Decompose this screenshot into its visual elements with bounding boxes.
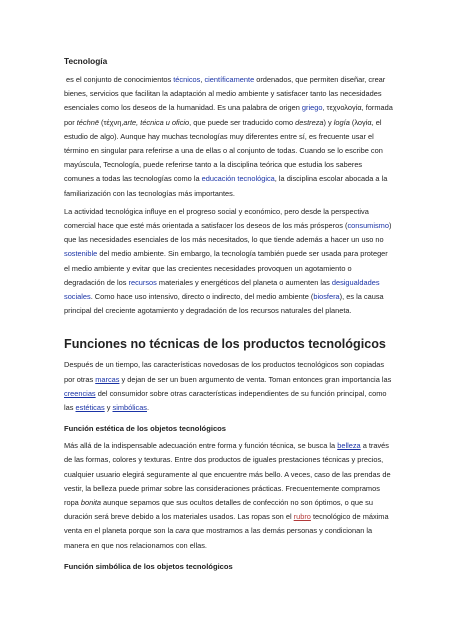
link-cientificamente[interactable]: científicamente: [204, 75, 255, 84]
italic-run: logía: [333, 117, 350, 127]
section-title: Tecnología: [64, 56, 108, 66]
text-run: , τεχνολογία, formada por: [64, 103, 393, 127]
text-run: que mostramos a las demás personas y condicionan la manera en que nos relacionamos con ellas.: [64, 526, 373, 550]
text-run: a través de las formas, colores y texturas. Entre dos productos de iguales prestaciones técnicas y precios, cualquier usuario elegirá seguramente al que encuentre más bello. A veces, caso de las prendas de vestir, la belleza puede primar sobre las consideraciones prácticas. Frecuentemente compramos ropa: [64, 441, 391, 508]
link-simbolicas[interactable]: simbólicas: [112, 403, 147, 413]
paragraph-actividad: [64, 205, 394, 319]
document-page: [64, 56, 394, 573]
link-belleza[interactable]: belleza: [337, 441, 361, 451]
text-run: . Como hace uso intensivo, directo o indirecto, del medio ambiente (: [90, 292, 314, 302]
text-run: Más allá de la indispensable adecuación entre forma y función técnica, se busca la: [64, 441, 338, 451]
link-consumismo[interactable]: consumismo: [347, 221, 389, 231]
link-creencias[interactable]: creencias: [64, 388, 96, 398]
link-sostenible[interactable]: sostenible: [64, 249, 98, 259]
text-run: es el conjunto de conocimientos: [66, 75, 174, 84]
paragraph-funciones: [64, 358, 394, 415]
text-run: , que puede ser traducido como: [189, 117, 296, 127]
text-run: ), es la causa principal del creciente agotamiento y degradación de los recursos naturales del planeta.: [64, 292, 384, 316]
link-biosfera[interactable]: biosfera: [313, 292, 340, 302]
link-desigualdades-sociales[interactable]: desigualdades sociales: [64, 277, 380, 302]
italic-run: destreza: [295, 117, 324, 127]
text-run: materiales y energéticos del planeta o aumenten las: [156, 277, 332, 287]
link-recursos[interactable]: recursos: [128, 277, 157, 287]
subheading-estetica: Función estética de los objetos tecnológicos: [64, 424, 227, 434]
text-run: aunque sepamos que sus ocultos detalles de confección no son óptimos, o que su duración será breve debido a los materiales usados. Las ropas son el: [64, 498, 373, 522]
text-run: (τέχνη,: [98, 117, 124, 127]
text-run: ) y: [323, 117, 334, 127]
subheading-simbolica: Función simbólica de los objetos tecnológicos: [64, 561, 233, 571]
link-tecnicos[interactable]: técnicos: [173, 75, 201, 84]
text-run: del consumidor sobre otras características independientes de su función principal, como las: [64, 388, 387, 413]
link-griego[interactable]: griego: [301, 103, 323, 113]
link-marcas[interactable]: marcas: [95, 374, 120, 384]
text-run: del medio ambiente. Sin embargo, la tecnología también puede ser usada para proteger el medio ambiente y evitar que las crecientes necesidades provoquen un agotamiento o degradación de los: [64, 249, 388, 287]
page-heading: Funciones no técnicas de los productos tecnológicos: [64, 337, 386, 352]
text-run: La actividad tecnológica influye en el progreso social y económico, pero desde la perspectiva comercial hace que esté más orientada a satisfacer los deseos de los más prósperos (: [64, 206, 369, 231]
text-run: (λογία, el estudio de algo). Aunque hay muchas tecnologías muy diferentes entre sí, es frecuente usar el término en singular para referirse a una de ellas o al conjunto de todas. Cuando se lo escribe con mayúscula, Tecnología, puede referirse tanto a la disciplina teórica que estudia los saberes comunes a todas las tecnologías como la: [64, 117, 383, 184]
text-run: y dejan de ser un buen argumento de venta. Toman entonces gran importancia las: [119, 374, 392, 384]
text-run: , la disciplina escolar abocada a la familiarización con las tecnologías más importantes.: [64, 174, 388, 198]
italic-run: cara: [175, 526, 190, 536]
italic-run: arte, técnica u oficio: [123, 117, 190, 127]
paragraph-intro: [64, 73, 394, 201]
text-run: Después de un tiempo, las características novedosas de los productos tecnológicos son copiadas por otras: [64, 360, 385, 384]
text-run: ) que las necesidades esenciales de los más necesitados, lo que tiende además a hacer un uso no: [64, 221, 392, 245]
link-rubro[interactable]: rubro: [293, 512, 311, 522]
italic-run: bonita: [80, 498, 101, 508]
text-run: ordenados, que permiten diseñar, crear bienes, servicios que facilitan la adaptación al medio ambiente y satisfacer tanto las necesidades esenciales como los deseos de la humanidad. Es una palabra de origen: [64, 75, 386, 113]
text-run: ,: [200, 75, 205, 84]
text-run: .: [147, 403, 150, 413]
italic-run: téchnē: [76, 117, 99, 127]
text-run: tecnológico de máxima venta en el planeta porque son la: [64, 512, 389, 536]
link-esteticas[interactable]: estéticas: [75, 403, 105, 413]
text-run: y: [104, 403, 113, 413]
paragraph-estetica: [64, 439, 394, 553]
link-educacion-tecnologica[interactable]: educación tecnológica: [201, 174, 275, 184]
